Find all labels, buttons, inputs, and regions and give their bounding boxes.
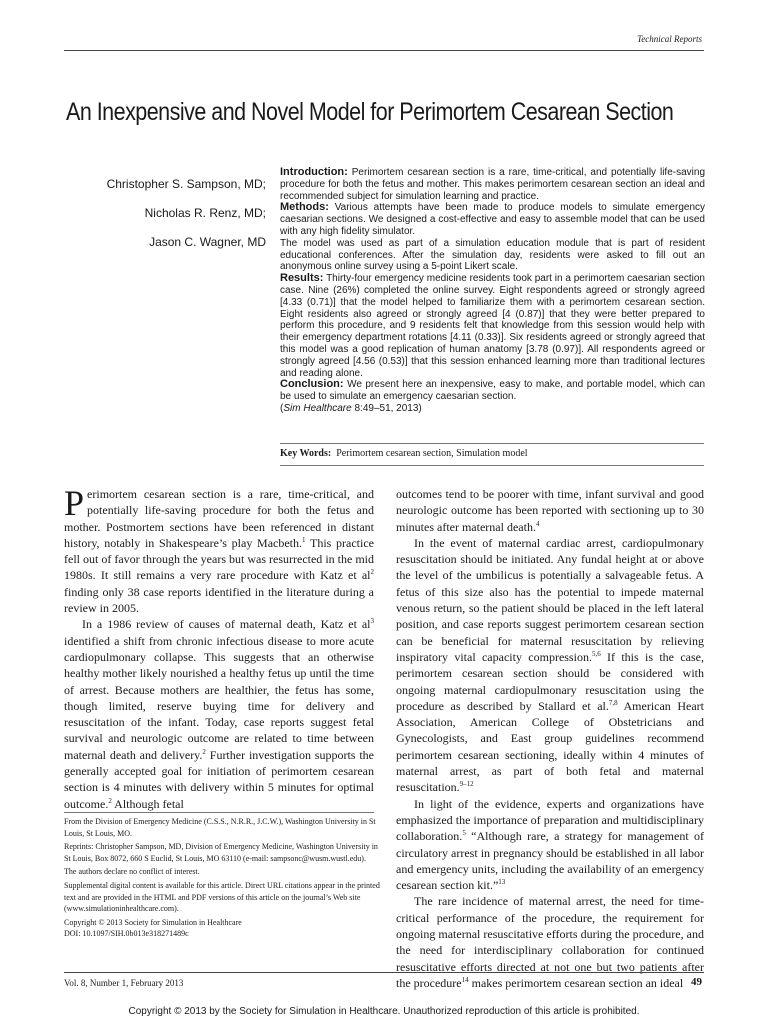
footnote-doi: DOI: 10.1097/SIH.0b013e318271489c — [64, 929, 189, 939]
footnote-supplemental: Supplemental digital content is available for this article. Direct URL citations appear in the printed text and are provided in the HTML and PDF versions of this article on the journal’s Web site (www.simulationinhealthcare.com). — [64, 880, 380, 914]
copyright-notice: Copyright © 2013 by the Society for Simulation in Healthcare. Unauthorized reproduction of this article is prohibited. — [128, 1006, 640, 1017]
footnote-divider — [64, 812, 374, 813]
citation-details: 8:49–51, 2013) — [351, 402, 422, 414]
abstract-conclusion — [280, 379, 705, 403]
author-name: Christopher S. Sampson, MD; — [106, 177, 266, 191]
abstract-introduction — [280, 167, 705, 202]
abstract-methods — [280, 202, 705, 237]
footer-volume: Vol. 8, Number 1, February 2013 — [64, 978, 184, 988]
paragraph-text: erimortem cesarean section is a rare, time-critical, and potentially life-saving procedure for both the fetus and mother. Postmortem sections have been referenced in distant history, notably in Shakespeare’s play Macbeth. — [64, 487, 374, 550]
reference-marker: 13 — [498, 878, 506, 887]
keywords-label: Key Words: — [280, 448, 332, 459]
paragraph-text: Further investigation supports the generally accepted goal for initiation of perimortem cesarean section is 4 minutes with delivery within 5 minutes for optimal outcome. — [64, 747, 374, 811]
abstract-conclusion-label: Conclusion: — [280, 378, 344, 391]
reference-marker: 4 — [535, 519, 540, 528]
paragraph-text: “Although rare, a strategy for management of circulatory arrest in pregnancy should be established in all labor and emergency units, including the availability of an emergency cesarean section kit.” — [396, 829, 704, 893]
footer-rule — [64, 972, 704, 973]
header-rule — [64, 50, 704, 51]
citation-journal: Sim Healthcare — [283, 402, 352, 414]
paragraph-text: American Heart Association, American College of Obstetricians and Gynecologists, and East group guidelines recommend perimortem cesarean sectioning, ideally within 4 minutes of maternal arrest, as part of both fetal and maternal resuscitation. — [396, 698, 704, 795]
reference-marker: 14 — [461, 975, 469, 984]
paragraph-text: In light of the evidence, experts and organizations have emphasized the importance of preparation and multidisciplinary collaboration. — [396, 796, 704, 844]
reference-marker: 5 — [462, 829, 466, 838]
paragraph-text: This practice fell out of favor through the years but was resurrected in the mid 1980s. It still remains a very rare procedure with Katz et al — [64, 535, 375, 583]
paragraph-text: In a 1986 review of causes of maternal death, Katz et al — [82, 617, 371, 632]
abstract-introduction-text: Perimortem cesarean section is a rare, time-critical, and potentially life-saving procedure for both the fetus and mother. This makes perimortem cesarean section an ideal and recommended subject for simulation learning and practice. — [280, 167, 706, 202]
abstract-results — [280, 273, 705, 379]
body-paragraph — [64, 483, 375, 616]
abstract-methods-continued: The model was used as part of a simulation education module that is part of resident educational conferences. After the simulation day, residents were asked to fill out an anonymous online survey using a 5-point Likert scale. — [280, 237, 705, 273]
abstract — [280, 167, 705, 415]
paragraph-text: The rare incidence of maternal arrest, the need for time-critical performance of the procedure, the requirement for ongoing maternal resuscitative efforts during the procedure, and the need for interdisciplinary collaboration for continued resuscitative efforts directed at not one but two patients after the procedure — [396, 894, 704, 990]
body-paragraph — [396, 796, 704, 894]
body-column-left — [64, 483, 375, 812]
reference-marker: 2 — [370, 568, 374, 577]
abstract-divider — [280, 443, 704, 444]
author-list — [64, 170, 266, 257]
abstract-citation: (Sim Healthcare 8:49–51, 2013) — [280, 402, 422, 414]
abstract-results-label: Results: — [280, 272, 324, 285]
reference-marker: 9–12 — [459, 780, 474, 789]
keywords-text: Perimortem cesarean section, Simulation model — [336, 448, 528, 459]
reference-marker: 3 — [370, 617, 374, 626]
paragraph-text: finding only 38 case reports identified in the literature during a review in 2005. — [64, 584, 374, 616]
keywords-divider — [280, 465, 704, 466]
paragraph-text: identified a shift from chronic infectious disease to more acute cardiopulmonary collapse. This suggests that an otherwise healthy mother likely nourished a healthy fetus up until the time of arrest. Because mothers are healthier, the fetus has some, though limited, reserve buying time for delivery and resuscitation of the infant. Today, case reports suggest fetal survival and neurologic outcome are related to time between maternal death and delivery. — [64, 633, 374, 762]
footnote-conflict: The authors declare no conflict of interest. — [64, 867, 200, 877]
reference-marker: 2 — [108, 796, 112, 805]
footnotes — [64, 816, 382, 942]
paragraph-text: If this is the case, perimortem cesarean section should be considered with ongoing maternal cardiopulmonary resuscitation using the procedure as described by Stallard et al. — [396, 649, 704, 713]
paragraph-text: Although fetal — [111, 796, 184, 811]
footnote-reprints: Reprints: Christopher Sampson, MD, Division of Emergency Medicine, Washington University in St Louis, Box 8072, 660 S Euclid, St Louis, MO 63110 (e-mail: sampsonc@wusm.wustl.edu). — [64, 842, 378, 863]
body-column-right — [396, 486, 704, 991]
paragraph-text: outcomes tend to be poorer with time, infant survival and good neurologic outcome has been reported with sectioning up to 30 minutes after maternal death. — [396, 487, 704, 534]
author-name: Nicholas R. Renz, MD; — [144, 206, 266, 220]
body-paragraph — [396, 486, 704, 535]
author-name: Jason C. Wagner, MD — [149, 235, 266, 249]
abstract-methods-label: Methods: — [280, 201, 329, 214]
reference-marker: 7,8 — [608, 698, 618, 707]
drop-cap: P — [64, 483, 85, 523]
reference-marker: 5,6 — [591, 649, 601, 658]
article-title: An Inexpensive and Novel Model for Perimortem Cesarean Section — [66, 98, 674, 126]
keywords — [280, 448, 710, 459]
body-paragraph — [64, 616, 374, 812]
body-paragraph — [396, 893, 704, 991]
page-number: 49 — [691, 976, 702, 988]
body-paragraph — [396, 535, 704, 796]
paragraph-text: makes perimortem cesarean section an ideal — [468, 975, 684, 990]
abstract-introduction-label: Introduction: — [280, 166, 348, 178]
paragraph-text: In the event of maternal cardiac arrest, cardiopulmonary resuscitation should be initiated. Any fundal height at or above the level of the umbilicus is potentially a salvageable fetus. A fetus of this size also has the potential to impede maternal venous return, so the patient should be placed in the left lateral position, and case reports suggest perimortem cesarean section can be beneficial for maternal resuscitation by relieving inspiratory vital capacity compression. — [396, 535, 704, 664]
section-label: Technical Reports — [637, 34, 702, 44]
abstract-methods-text: Various attempts have been made to produce models to simulate emergency caesarian sections. We designed a cost-effective and easy to assemble model that can be used with any high fidelity simulator. — [280, 202, 706, 237]
footnote-copyright: Copyright © 2013 Society for Simulation in Healthcare — [64, 917, 242, 927]
abstract-results-text: Thirty-four emergency medicine residents took part in a perimortem caesarian section case. Nine (26%) completed the online survey. Eight respondents agreed or strongly agreed [4.33 (0.71)] that the model helped to familiarize them with a perimortem cesarean section. Eight residents also agreed or strongly agreed [4 (0.87)] that they were better prepared to perform this procedure, and 9 residents felt that knowledge from this session would help with their emergency department rotations [4.11 (0.33)]. Six residents agreed or strongly agreed that this model was a good replication of human anatomy [3.78 (0.97)]. All respondents agreed or strongly agreed [4.56 (0.53)] that this session enhanced learning more than traditional lectures and reading alone. — [280, 273, 705, 379]
abstract-conclusion-text: We present here an inexpensive, easy to make, and portable model, which can be used to simulate an emergency caesarian section. — [280, 379, 706, 403]
reference-marker: 2 — [202, 747, 206, 756]
reference-marker: 1 — [302, 535, 306, 544]
footnote-affiliation: From the Division of Emergency Medicine (C.S.S., N.R.R., J.C.W.), Washington University in St Louis, St Louis, MO. — [64, 817, 376, 838]
